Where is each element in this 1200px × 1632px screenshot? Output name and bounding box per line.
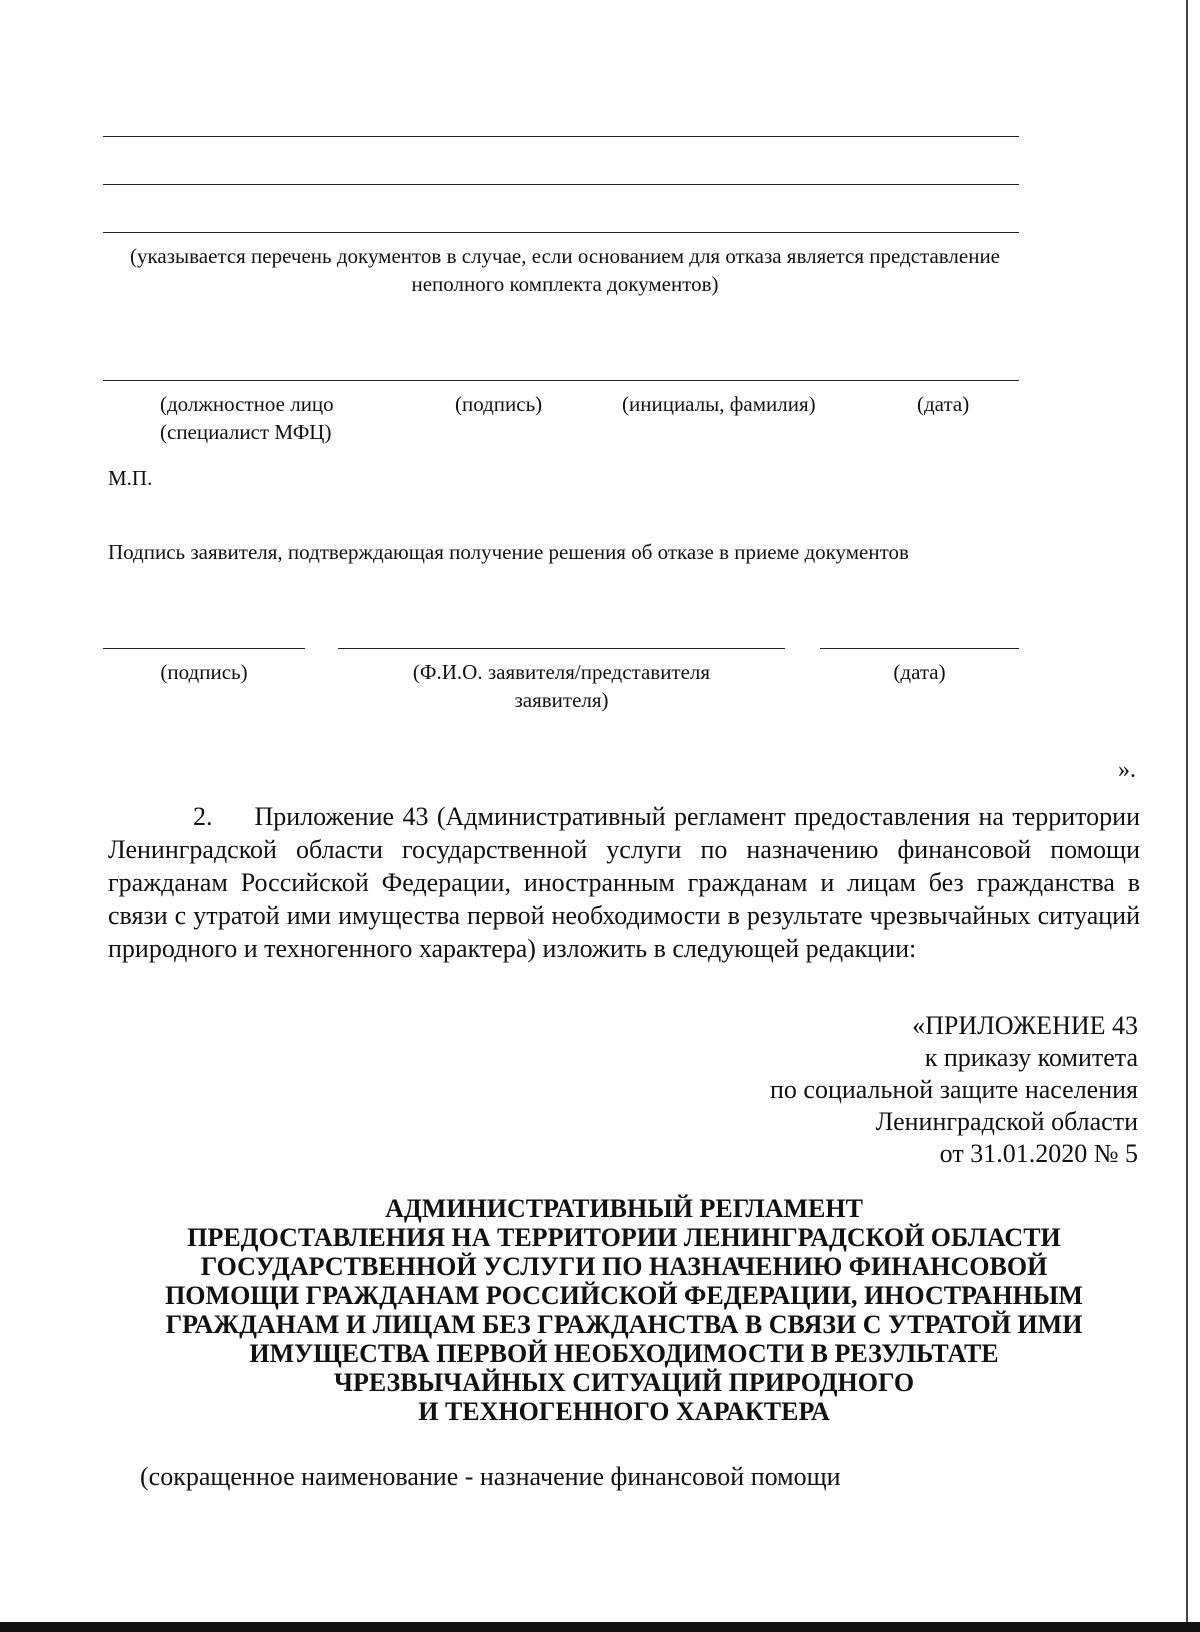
blank-line	[103, 136, 1019, 137]
amendment-number: 2.	[193, 802, 213, 831]
signature-label: (подпись)	[455, 392, 543, 416]
applicant-date-line	[820, 648, 1019, 649]
scan-edge	[1186, 0, 1188, 1632]
title-line: ИМУЩЕСТВА ПЕРВОЙ НЕОБХОДИМОСТИ В РЕЗУЛЬТАТЕ	[249, 1339, 999, 1368]
short-name: (сокращенное наименование - назначение финансовой помощи	[140, 1462, 841, 1491]
official-label-line1: (должностное лицо	[160, 392, 334, 416]
amendment-text: Приложение 43 (Административный регламент предоставления на территории Ленинградской области государственной услуги по назначению финансовой помощи гражданам Российской Федерации, иностранным гражданам и лицам без гражданства в связи с утратой ими имущества первой необходимости в результате чрезвычайных ситуаций природного и техногенного характера) изложить в следующей редакции:	[108, 802, 1140, 963]
applicant-date-label: (дата)	[893, 660, 946, 684]
blank-line	[103, 184, 1019, 185]
initials-label: (инициалы, фамилия)	[622, 392, 816, 416]
title-line: ПРЕДОСТАВЛЕНИЯ НА ТЕРРИТОРИИ ЛЕНИНГРАДСКОЙ ОБЛАСТИ	[187, 1223, 1061, 1252]
regulation-title	[108, 1194, 1140, 1426]
documents-note: (указывается перечень документов в случае, если основанием для отказа является представление неполного комплекта документов)	[130, 244, 1001, 296]
applicant-name-label	[338, 658, 785, 714]
applicant-name-label-line1: (Ф.И.О. заявителя/представителя	[412, 660, 711, 684]
title-line: АДМИНИСТРАТИВНЫЙ РЕГЛАМЕНТ	[385, 1194, 863, 1223]
title-line: ЧРЕЗВЫЧАЙНЫХ СИТУАЦИЙ ПРИРОДНОГО	[333, 1368, 915, 1397]
appendix-date: от 31.01.2020 № 5	[939, 1139, 1138, 1168]
title-line: ГРАЖДАНАМ И ЛИЦАМ БЕЗ ГРАЖДАНСТВА В СВЯЗИ С УТРАТОЙ ИМИ	[165, 1310, 1083, 1339]
appendix-committee: по социальной защите населения	[769, 1075, 1138, 1104]
scan-bottom-edge	[0, 1622, 1200, 1632]
amendment-paragraph	[108, 800, 1140, 965]
official-label	[160, 390, 400, 446]
signature-line	[103, 380, 1019, 381]
title-line: ПОМОЩИ ГРАЖДАНАМ РОССИЙСКОЙ ФЕДЕРАЦИИ, ИНОСТРАННЫМ	[165, 1281, 1083, 1310]
title-line: И ТЕХНОГЕННОГО ХАРАКТЕРА	[418, 1397, 830, 1426]
applicant-name-label-line2: заявителя)	[514, 688, 609, 712]
appendix-region: Ленинградской области	[875, 1107, 1138, 1136]
date-label: (дата)	[917, 392, 970, 416]
applicant-signature-label: (подпись)	[160, 660, 248, 684]
applicant-signature-line	[103, 648, 305, 649]
official-label-line2: (специалист МФЦ)	[160, 420, 332, 444]
appendix-header	[770, 1010, 1138, 1170]
applicant-name-line	[338, 648, 785, 649]
title-line: ГОСУДАРСТВЕННОЙ УСЛУГИ ПО НАЗНАЧЕНИЮ ФИНАНСОВОЙ	[200, 1252, 1048, 1281]
appendix-order: к приказу комитета	[924, 1043, 1138, 1072]
applicant-confirmation: Подпись заявителя, подтверждающая получение решения об отказе в приеме документов	[108, 540, 909, 564]
appendix-title: «ПРИЛОЖЕНИЕ 43	[912, 1011, 1138, 1040]
stamp-label: М.П.	[108, 466, 153, 490]
blank-line	[103, 232, 1019, 233]
closing-quote: ».	[1118, 757, 1136, 783]
